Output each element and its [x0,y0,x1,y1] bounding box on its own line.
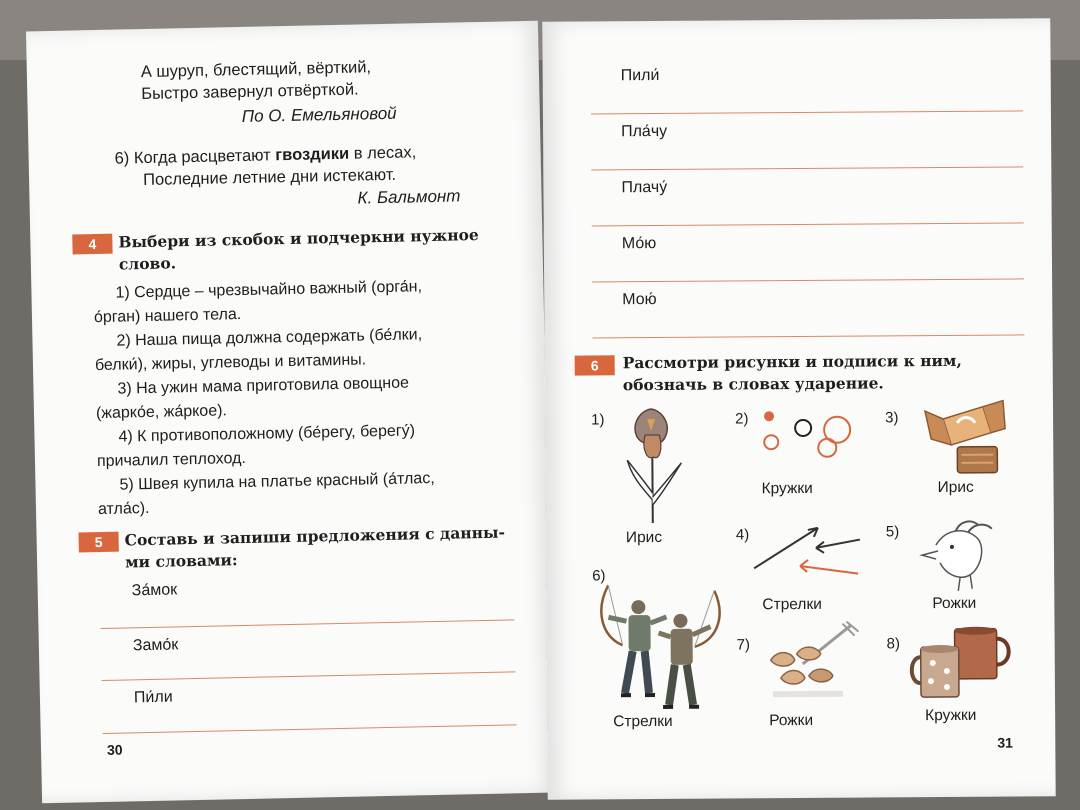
goat-horns-icon [916,515,1007,596]
task-6-number: 6 [575,355,615,375]
task-5-title [124,522,505,574]
page-number-left: 30 [106,741,123,758]
task-5-word-3: Пи́ли [133,688,173,707]
task-4-line-6: (жарко́е, жа́ркое). [95,402,228,423]
task-4-line-4: белки́), жиры, углеводы и витамины. [94,351,367,375]
arrows-icon [750,520,871,601]
task-5-word-2: Замо́к [132,636,179,655]
task-4-title [118,224,479,276]
picture-3-number: 3) [885,409,899,427]
picture-5-caption: Рожки [932,594,977,613]
writing-line [591,166,1023,170]
circles-icon [757,406,857,467]
picture-2-number: 2) [735,410,749,428]
writing-line [592,222,1024,226]
picture-4-number: 4) [735,526,750,544]
picture-2-caption: Кружки [761,479,813,498]
picture-4-caption: Стрелки [762,595,822,614]
writing-line [100,619,514,629]
archers-icon [596,581,727,712]
word-3: Плачу́ [621,178,668,197]
task-4-line-1: 1) Сердце – чрезвычайно важный (орга́н, [115,278,423,302]
pasta-fork-icon [762,620,863,701]
task-4-title-line-1: Выбери из скобок и подчеркни нужное [118,225,479,252]
right-page [542,18,1055,800]
page-number-right: 31 [997,734,1013,751]
left-page [26,21,554,804]
task-6-title [623,350,963,396]
task-4-title-line-2: слово. [118,253,177,274]
writing-line [102,671,516,681]
task-4-line-5: 3) На ужин мама приготовила овощное [117,374,410,398]
task-4-number: 4 [72,234,112,255]
task-5-title-line-1: Составь и запиши предложения с данны- [124,522,506,550]
writing-line [591,110,1023,114]
picture-7-number: 7) [736,636,751,654]
task-6-title-line-2: обозначь в словах ударение. [622,373,884,395]
task-4-line-10: атла́с). [97,499,150,519]
picture-6-number: 6) [592,567,606,585]
poem-excerpt-2 [114,141,416,191]
word-4: Мо́ю [621,234,657,253]
task-4-line-8: причалил теплоход. [96,449,247,471]
task-5-title-line-2: ми словами: [124,550,238,572]
picture-3-caption: Ирис [937,478,974,497]
picture-1-number: 1) [591,411,605,429]
iris-flower-icon [617,405,688,525]
task-4-line-9: 5) Швея купила на платье красный (а́тлас, [119,469,435,494]
poem2-line1-prefix: 6) Когда расцветают [114,146,276,168]
word-1: Пили́ [620,66,660,85]
writing-line [103,724,517,734]
picture-8-caption: Кружки [925,706,977,725]
task-6-title-line-1: Рассмотри рисунки и подписи к ним, [622,350,962,373]
task-4-line-3: 2) Наша пища должна содержать (бе́лки, [116,326,423,350]
poem2-bold-word: гвоздики [275,144,350,165]
word-2: Пла́чу [621,122,668,141]
poem-excerpt-1 [141,56,372,105]
poem1-line-1: А шуруп, блестящий, вёрткий, [140,58,372,82]
poem1-author: По О. Емельяновой [241,103,397,126]
task-4-line-2: о́рган) нашего тела. [93,306,242,327]
picture-8-number: 8) [886,635,901,653]
writing-line [592,334,1024,338]
task-4-line-7: 4) К противоположному (бе́регу, берегу́) [118,422,416,446]
picture-6-caption: Стрелки [613,712,673,731]
task-5-word-1: За́мок [131,581,178,600]
writing-line [592,278,1024,282]
task-5-number: 5 [78,532,118,553]
poem1-line-2: Быстро завернул отвёрткой. [141,80,359,104]
picture-5-number: 5) [885,523,900,541]
toffee-candy-icon [913,399,1014,480]
word-5: Мою́ [622,290,657,309]
poem2-line-2: Последние летние дни истекают. [142,165,397,190]
mugs-icon [906,622,1017,703]
poem2-author: К. Бальмонт [357,186,461,208]
picture-7-caption: Рожки [769,711,814,730]
poem2-line1-suffix: в лесах, [348,143,417,163]
picture-1-caption: Ирис [625,528,663,547]
